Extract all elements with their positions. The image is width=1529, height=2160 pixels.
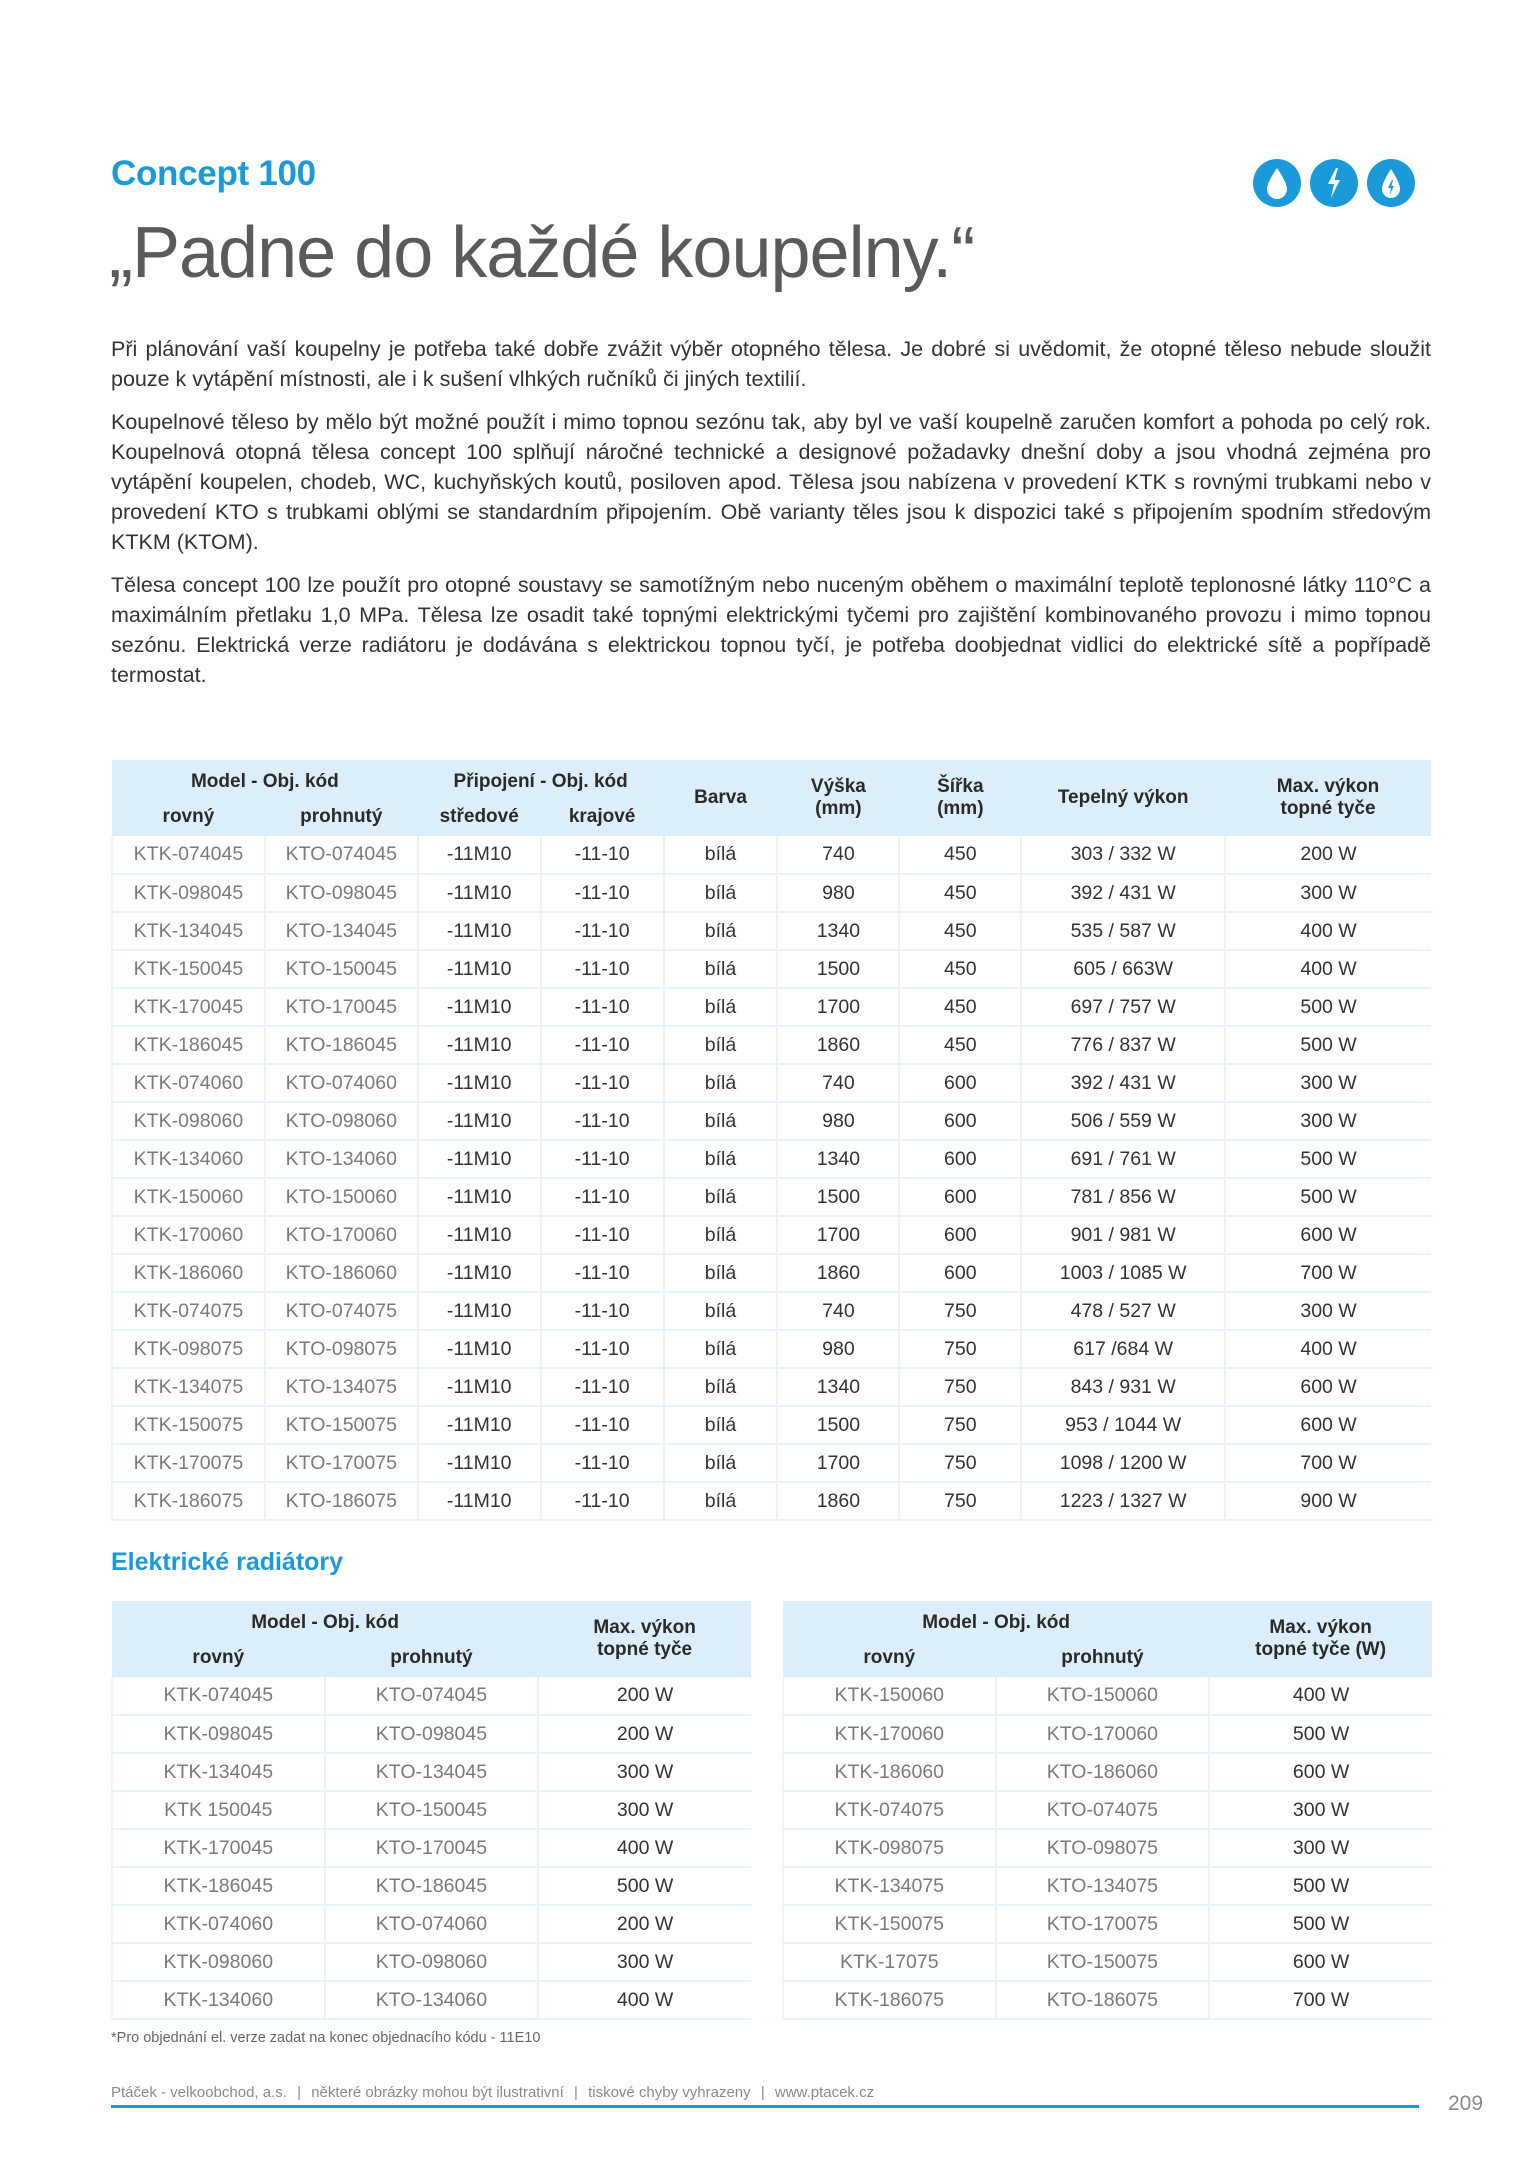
table-cell: 1700 [777, 988, 899, 1026]
header-model-curved: prohnutý [996, 1639, 1210, 1677]
table-cell: 980 [777, 1102, 899, 1140]
table-cell: 200 W [1225, 836, 1431, 874]
header-heat-output: Tepelný výkon [1021, 760, 1225, 836]
water-drop-icon [1253, 159, 1301, 207]
header-model-straight: rovný [112, 1639, 325, 1677]
table-cell: KTK-186075 [112, 1482, 265, 1520]
table-cell: 300 W [538, 1943, 751, 1981]
table-cell: KTO-074045 [265, 836, 418, 874]
table-cell: -11-10 [541, 1444, 664, 1482]
table-cell: 450 [899, 988, 1021, 1026]
table-cell: 1223 / 1327 W [1021, 1482, 1225, 1520]
header-connection-side: krajové [541, 798, 664, 836]
table-cell: 500 W [1209, 1867, 1432, 1905]
table-cell: 1098 / 1200 W [1021, 1444, 1225, 1482]
table-cell: 1700 [777, 1444, 899, 1482]
header-connection-group: Připojení - Obj. kód [418, 760, 664, 798]
table-cell: KTO-186060 [996, 1753, 1210, 1791]
table-cell: KTO-098060 [265, 1102, 418, 1140]
table-row [112, 1981, 751, 2019]
table-cell: KTO-134075 [265, 1368, 418, 1406]
table-cell: KTO-134045 [325, 1753, 539, 1791]
table-cell: -11M10 [418, 1026, 541, 1064]
table-cell: KTK-074045 [112, 836, 265, 874]
table-row [112, 1216, 1431, 1254]
footer [111, 2084, 874, 2101]
footer-separator: | [297, 2084, 302, 2101]
footer-disclaimer-errors: tiskové chyby vyhrazeny [588, 2084, 751, 2101]
table-cell: KTO-074060 [325, 1905, 539, 1943]
table-cell: 700 W [1225, 1444, 1431, 1482]
table-cell: 600 W [1225, 1406, 1431, 1444]
table-cell: 953 / 1044 W [1021, 1406, 1225, 1444]
table-cell: KTO-098045 [325, 1715, 539, 1753]
table-cell: 617 /684 W [1021, 1330, 1225, 1368]
table-cell: KTO-186060 [265, 1254, 418, 1292]
intro-paragraph: Při plánování vaší koupelny je potřeba také dobře zvážit výběr otopného tělesa. Je dobré si uvědomit, že otopné těleso nebude sloužit pouze k vytápění místnosti, ale i k sušení vlhkých ručníků či jiných textilií. [111, 337, 1431, 391]
header-max-rod-power: Max. výkon topné tyče (W) [1209, 1601, 1432, 1677]
table-cell: bílá [664, 1482, 778, 1520]
header-width: Šířka (mm) [899, 760, 1021, 836]
table-cell: KTO-098075 [265, 1330, 418, 1368]
table-cell: KTO-170075 [996, 1905, 1210, 1943]
table-cell: 392 / 431 W [1021, 874, 1225, 912]
table-cell: KTO-150060 [265, 1178, 418, 1216]
intro-text [111, 334, 1431, 703]
table-cell: 980 [777, 874, 899, 912]
table-row [112, 1330, 1431, 1368]
electric-bolt-icon [1310, 159, 1358, 207]
table-cell: 300 W [538, 1753, 751, 1791]
table-cell: 303 / 332 W [1021, 836, 1225, 874]
table-cell: 750 [899, 1406, 1021, 1444]
table-cell: -11-10 [541, 1102, 664, 1140]
table-cell: 500 W [1225, 1026, 1431, 1064]
table-cell: KTK-150075 [783, 1905, 996, 1943]
table-cell: -11-10 [541, 950, 664, 988]
table-cell: 740 [777, 836, 899, 874]
table-cell: 400 W [1225, 950, 1431, 988]
table-cell: 600 [899, 1064, 1021, 1102]
table-cell: 300 W [1225, 874, 1431, 912]
table-row [112, 950, 1431, 988]
table-row [783, 1791, 1432, 1829]
table-cell: -11-10 [541, 1292, 664, 1330]
table-cell: KTK-186075 [783, 1981, 996, 2019]
table-cell: KTK-150075 [112, 1406, 265, 1444]
table-cell: 600 [899, 1178, 1021, 1216]
table-cell: 700 W [1209, 1981, 1432, 2019]
table-cell: 776 / 837 W [1021, 1026, 1225, 1064]
electric-table-left [111, 1601, 751, 2020]
table-cell: bílá [664, 1102, 778, 1140]
table-cell: KTK-074075 [112, 1292, 265, 1330]
table-cell: 500 W [1225, 1178, 1431, 1216]
table-cell: 740 [777, 1064, 899, 1102]
table-cell: KTO-074045 [325, 1677, 539, 1715]
table-cell: KTO-074075 [265, 1292, 418, 1330]
table-cell: bílá [664, 1254, 778, 1292]
table-cell: -11M10 [418, 1292, 541, 1330]
table-cell: KTO-170045 [325, 1829, 539, 1867]
table-cell: 400 W [1225, 912, 1431, 950]
water-drop-bolt-icon [1367, 159, 1415, 207]
radiator-spec-rows [112, 836, 1431, 1520]
table-cell: 450 [899, 874, 1021, 912]
table-cell: KTO-134075 [996, 1867, 1210, 1905]
table-cell: bílá [664, 1140, 778, 1178]
table-cell: -11-10 [541, 1330, 664, 1368]
table-cell: 1860 [777, 1026, 899, 1064]
table-cell: 450 [899, 1026, 1021, 1064]
header-model-straight: rovný [112, 798, 265, 836]
table-cell: KTO-186075 [265, 1482, 418, 1520]
table-cell: -11-10 [541, 1140, 664, 1178]
table-cell: 750 [899, 1292, 1021, 1330]
table-cell: 1003 / 1085 W [1021, 1254, 1225, 1292]
table-cell: KTK-170075 [112, 1444, 265, 1482]
table-cell: 600 W [1225, 1216, 1431, 1254]
table-row [112, 1140, 1431, 1178]
footer-website-link[interactable]: www.ptacek.cz [774, 2084, 875, 2101]
table-cell: KTK-074045 [112, 1677, 325, 1715]
table-cell: KTK-186060 [112, 1254, 265, 1292]
table-cell: 697 / 757 W [1021, 988, 1225, 1026]
table-cell: bílá [664, 1026, 778, 1064]
table-cell: 980 [777, 1330, 899, 1368]
table-cell: bílá [664, 1178, 778, 1216]
table-cell: 478 / 527 W [1021, 1292, 1225, 1330]
table-cell: bílá [664, 988, 778, 1026]
table-cell: -11M10 [418, 1102, 541, 1140]
table-row [112, 1753, 751, 1791]
table-cell: 535 / 587 W [1021, 912, 1225, 950]
table-cell: 901 / 981 W [1021, 1216, 1225, 1254]
table-cell: KTK-098045 [112, 874, 265, 912]
table-cell: KTO-170045 [265, 988, 418, 1026]
electric-left-rows [112, 1677, 751, 2019]
table-cell: 600 [899, 1216, 1021, 1254]
table-cell: 1700 [777, 1216, 899, 1254]
header-model-group: Model - Obj. kód [112, 760, 418, 798]
table-cell: -11M10 [418, 1178, 541, 1216]
table-row [112, 1254, 1431, 1292]
table-cell: -11-10 [541, 1254, 664, 1292]
table-cell: KTO-170060 [996, 1715, 1210, 1753]
table-cell: 450 [899, 912, 1021, 950]
table-row [783, 1715, 1432, 1753]
table-cell: 600 W [1225, 1368, 1431, 1406]
table-cell: KTK-098075 [783, 1829, 996, 1867]
table-cell: -11M10 [418, 1064, 541, 1102]
table-cell: -11-10 [541, 1216, 664, 1254]
intro-paragraph: Tělesa concept 100 lze použít pro otopné soustavy se samotížným nebo nuceným oběhem o maximální teplotě teplonosné látky 110°C a maximálním přetlaku 1,0 MPa. Tělesa lze osadit také topnými elektrickými tyčemi pro zajištění kombinovaného provozu i mimo topnou sezónu. Elektrická verze radiátoru je dodávána s elektrickou topnou tyčí, je potřeba doobjednat vidlici do elektrické sítě a popřípadě termostat. [111, 573, 1431, 687]
table-cell: KTK-098060 [112, 1102, 265, 1140]
footnote: *Pro objednání el. verze zadat na konec objednacího kódu - 11E10 [111, 2030, 541, 2046]
table-cell: 600 W [1209, 1943, 1432, 1981]
table-cell: KTK-150060 [112, 1178, 265, 1216]
table-cell: bílá [664, 950, 778, 988]
table-row [112, 874, 1431, 912]
table-cell: 750 [899, 1482, 1021, 1520]
table-cell: KTK-074075 [783, 1791, 996, 1829]
table-cell: bílá [664, 1368, 778, 1406]
table-cell: KTK-134045 [112, 912, 265, 950]
table-row [112, 1102, 1431, 1140]
table-cell: -11M10 [418, 950, 541, 988]
table-cell: 750 [899, 1444, 1021, 1482]
table-cell: bílá [664, 874, 778, 912]
table-cell: KTO-150045 [265, 950, 418, 988]
table-cell: bílá [664, 1064, 778, 1102]
table-cell: KTO-186075 [996, 1981, 1210, 2019]
table-cell: KTO-098060 [325, 1943, 539, 1981]
table-cell: KTO-150075 [996, 1943, 1210, 1981]
radiator-spec-table [111, 760, 1431, 1521]
table-cell: KTK-134060 [112, 1140, 265, 1178]
section-title-electric: Elektrické radiátory [111, 1548, 344, 1576]
header-model-straight: rovný [783, 1639, 996, 1677]
electric-right-rows [783, 1677, 1432, 2019]
footer-divider [111, 2105, 1419, 2108]
table-cell: KTK-186045 [112, 1867, 325, 1905]
table-cell: -11M10 [418, 874, 541, 912]
table-cell: KTO-134045 [265, 912, 418, 950]
table-cell: 1340 [777, 912, 899, 950]
table-cell: KTK-134075 [112, 1368, 265, 1406]
table-row [112, 1292, 1431, 1330]
subtitle: Concept 100 [111, 154, 316, 193]
table-row [112, 1406, 1431, 1444]
table-cell: 900 W [1225, 1482, 1431, 1520]
table-cell: 600 [899, 1254, 1021, 1292]
table-cell: -11-10 [541, 1368, 664, 1406]
table-cell: -11-10 [541, 836, 664, 874]
table-cell: KTK-134075 [783, 1867, 996, 1905]
table-cell: KTO-074060 [265, 1064, 418, 1102]
table-cell: -11M10 [418, 1330, 541, 1368]
table-cell: bílá [664, 1292, 778, 1330]
table-cell: 392 / 431 W [1021, 1064, 1225, 1102]
table-cell: KTO-150075 [265, 1406, 418, 1444]
table-cell: 600 W [1209, 1753, 1432, 1791]
table-cell: 500 W [538, 1867, 751, 1905]
table-cell: KTK-134045 [112, 1753, 325, 1791]
table-cell: KTO-074075 [996, 1791, 1210, 1829]
table-cell: KTK-186060 [783, 1753, 996, 1791]
table-cell: -11M10 [418, 912, 541, 950]
table-cell: KTO-170060 [265, 1216, 418, 1254]
table-cell: 300 W [1225, 1102, 1431, 1140]
table-cell: KTO-150045 [325, 1791, 539, 1829]
table-cell: KTK-150045 [112, 950, 265, 988]
header-connection-center: středové [418, 798, 541, 836]
table-cell: bílá [664, 1330, 778, 1368]
table-cell: KTK-074060 [112, 1905, 325, 1943]
table-cell: -11-10 [541, 1178, 664, 1216]
header-model-curved: prohnutý [265, 798, 418, 836]
table-cell: 750 [899, 1368, 1021, 1406]
table-cell: KTO-186045 [265, 1026, 418, 1064]
table-cell: -11M10 [418, 1406, 541, 1444]
table-cell: 781 / 856 W [1021, 1178, 1225, 1216]
footer-company: Ptáček - velkoobchod, a.s. [111, 2084, 287, 2101]
table-cell: KTK-134060 [112, 1981, 325, 2019]
table-cell: -11M10 [418, 988, 541, 1026]
table-row [783, 1905, 1432, 1943]
table-cell: 500 W [1209, 1715, 1432, 1753]
table-cell: 300 W [1225, 1292, 1431, 1330]
table-row [112, 1867, 751, 1905]
table-row [112, 912, 1431, 950]
table-row [112, 836, 1431, 874]
table-cell: 300 W [538, 1791, 751, 1829]
table-cell: 400 W [1225, 1330, 1431, 1368]
table-cell: -11-10 [541, 1406, 664, 1444]
table-row [112, 1677, 751, 1715]
table-cell: -11-10 [541, 988, 664, 1026]
table-row [112, 1829, 751, 1867]
table-row [112, 988, 1431, 1026]
table-cell: 450 [899, 836, 1021, 874]
table-cell: KTO-186045 [325, 1867, 539, 1905]
table-cell: 750 [899, 1330, 1021, 1368]
table-cell: bílá [664, 1444, 778, 1482]
table-row [783, 1753, 1432, 1791]
table-cell: KTK-098060 [112, 1943, 325, 1981]
table-row [783, 1829, 1432, 1867]
table-cell: 450 [899, 950, 1021, 988]
electric-table-right [782, 1601, 1432, 2020]
table-row [783, 1981, 1432, 2019]
table-cell: KTK-170060 [112, 1216, 265, 1254]
table-cell: 400 W [538, 1829, 751, 1867]
footer-separator: | [573, 2084, 578, 2101]
header-max-rod-power: Max. výkon topné tyče [1225, 760, 1431, 836]
table-row [112, 1178, 1431, 1216]
feature-icons [1253, 159, 1415, 207]
table-cell: -11M10 [418, 1216, 541, 1254]
table-cell: KTO-170075 [265, 1444, 418, 1482]
table-row [112, 1943, 751, 1981]
table-cell: 400 W [538, 1981, 751, 2019]
header-model-curved: prohnutý [325, 1639, 539, 1677]
table-cell: 1500 [777, 950, 899, 988]
table-cell: 500 W [1225, 1140, 1431, 1178]
table-cell: 1500 [777, 1406, 899, 1444]
table-cell: KTK-186045 [112, 1026, 265, 1064]
table-cell: 600 [899, 1140, 1021, 1178]
header-height: Výška (mm) [777, 760, 899, 836]
table-cell: 400 W [1209, 1677, 1432, 1715]
page-number: 209 [1448, 2092, 1484, 2115]
table-cell: 200 W [538, 1677, 751, 1715]
table-row [112, 1482, 1431, 1520]
table-cell: -11-10 [541, 1064, 664, 1102]
table-cell: 1860 [777, 1482, 899, 1520]
table-cell: 300 W [1225, 1064, 1431, 1102]
table-row [783, 1943, 1432, 1981]
table-cell: bílá [664, 1216, 778, 1254]
table-cell: bílá [664, 912, 778, 950]
table-cell: KTO-134060 [265, 1140, 418, 1178]
table-row [112, 1905, 751, 1943]
table-cell: KTK-170045 [112, 1829, 325, 1867]
table-cell: 605 / 663W [1021, 950, 1225, 988]
table-cell: 200 W [538, 1715, 751, 1753]
header-max-rod-power: Max. výkon topné tyče [538, 1601, 751, 1677]
table-cell: KTK-170045 [112, 988, 265, 1026]
table-cell: -11-10 [541, 1026, 664, 1064]
footer-disclaimer-images: některé obrázky mohou být ilustrativní [311, 2084, 564, 2101]
table-cell: KTO-134060 [325, 1981, 539, 2019]
page-headline: „Padne do každé koupelny.“ [109, 213, 975, 293]
table-cell: -11M10 [418, 1444, 541, 1482]
table-cell: 500 W [1225, 988, 1431, 1026]
table-cell: KTK-17075 [783, 1943, 996, 1981]
table-cell: 700 W [1225, 1254, 1431, 1292]
table-cell: 200 W [538, 1905, 751, 1943]
table-cell: KTK-150060 [783, 1677, 996, 1715]
table-row [112, 1715, 751, 1753]
table-cell: -11-10 [541, 912, 664, 950]
table-row [112, 1444, 1431, 1482]
table-cell: bílá [664, 836, 778, 874]
table-cell: KTK-098045 [112, 1715, 325, 1753]
table-row [783, 1677, 1432, 1715]
table-cell: bílá [664, 1406, 778, 1444]
table-cell: -11M10 [418, 1482, 541, 1520]
table-cell: KTK-098075 [112, 1330, 265, 1368]
table-cell: -11M10 [418, 1140, 541, 1178]
table-cell: -11M10 [418, 1368, 541, 1406]
header-model-group: Model - Obj. kód [783, 1601, 1209, 1639]
table-cell: 506 / 559 W [1021, 1102, 1225, 1140]
table-row [112, 1791, 751, 1829]
table-cell: 1340 [777, 1140, 899, 1178]
table-cell: -11M10 [418, 836, 541, 874]
table-cell: KTK 150045 [112, 1791, 325, 1829]
table-cell: 691 / 761 W [1021, 1140, 1225, 1178]
table-cell: -11M10 [418, 1254, 541, 1292]
table-cell: 843 / 931 W [1021, 1368, 1225, 1406]
table-cell: 740 [777, 1292, 899, 1330]
footer-separator: | [760, 2084, 765, 2101]
table-cell: 1340 [777, 1368, 899, 1406]
table-cell: KTO-098045 [265, 874, 418, 912]
header-model-group: Model - Obj. kód [112, 1601, 538, 1639]
table-cell: -11-10 [541, 1482, 664, 1520]
table-cell: 300 W [1209, 1791, 1432, 1829]
table-cell: KTK-074060 [112, 1064, 265, 1102]
table-cell: 1500 [777, 1178, 899, 1216]
table-cell: 600 [899, 1102, 1021, 1140]
table-cell: KTO-098075 [996, 1829, 1210, 1867]
intro-paragraph: Koupelnové těleso by mělo být možné použít i mimo topnou sezónu tak, aby byl ve vaší koupelně zaručen komfort a pohoda po celý rok. Koupelnová otopná tělesa concept 100 splňují náročné technické a designové požadavky dnešní doby a jsou vhodná zejména pro vytápění koupelen, chodeb, WC, kuchyňských koutů, posiloven apod. Tělesa jsou nabízena v provedení KTK s rovnými trubkami nebo v provedení KTO s trubkami oblými se standardním připojením. Obě varianty těles jsou k dispozici také s připojením spodním středovým KTKM (KTOM). [111, 410, 1431, 554]
table-row [783, 1867, 1432, 1905]
table-row [112, 1064, 1431, 1102]
table-row [112, 1026, 1431, 1064]
table-cell: KTO-150060 [996, 1677, 1210, 1715]
header-color: Barva [664, 760, 778, 836]
table-cell: -11-10 [541, 874, 664, 912]
table-cell: 1860 [777, 1254, 899, 1292]
table-cell: KTK-170060 [783, 1715, 996, 1753]
table-cell: 500 W [1209, 1905, 1432, 1943]
table-cell: 300 W [1209, 1829, 1432, 1867]
table-row [112, 1368, 1431, 1406]
